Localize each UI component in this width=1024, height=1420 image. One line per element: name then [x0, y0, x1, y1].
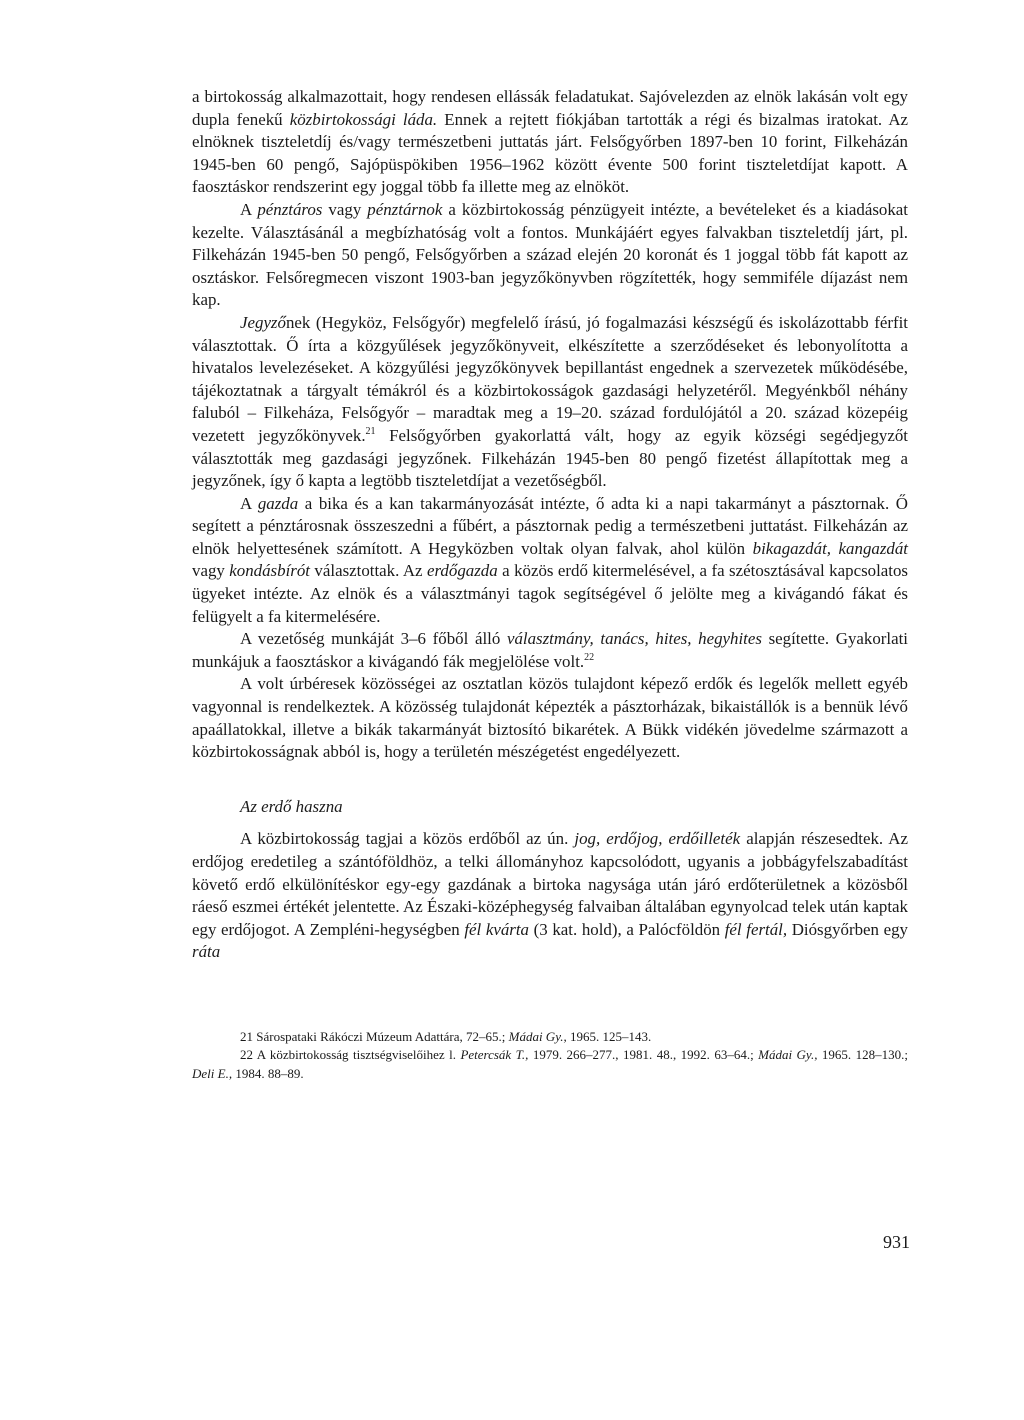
- paragraph: [192, 312, 908, 493]
- text-run: 21 Sárospataki Rákóczi Múzeum Adattára, 72–65.;: [240, 1028, 509, 1044]
- italic-term: választmány, tanács, hites, hegyhites: [506, 629, 762, 649]
- italic-term: kondásbírót: [229, 561, 310, 581]
- text-run: 1979. 266–277., 1981. 48., 1992. 63–64.;: [528, 1047, 759, 1063]
- text-run: a bika és a kan takarmányozását intézte, ő adta ki a napi takarmányt a pásztornak. Ő segített a pénztárosnak összeszedni a fűbért, a pásztornak pedig a természetbeni juttatást. Filkeházán az elnök helyettesének számított. A Hegyközben voltak olyan falvak, ahol külön: [192, 493, 908, 558]
- text-run: A: [240, 493, 258, 513]
- footnote: [192, 1028, 908, 1047]
- italic-term: közbirtokossági láda.: [289, 109, 438, 129]
- italic-term: fél fertál,: [724, 919, 788, 939]
- text-run: választottak. Az: [309, 561, 427, 581]
- italic-term: bikagazdát, kangazdát: [752, 538, 908, 558]
- text-run: Diósgyőrben egy: [787, 919, 908, 939]
- italic-term: fél kvárta: [464, 919, 529, 939]
- text-run: A volt úrbéresek közösségei az osztatlan közös tulajdont képező erdők és legelők mellett egyéb vagyonnal is rendelkeztek. A közösség tulajdonát képezték a pásztorházak, bikaistállók is a bennük lévő apaállatokkal, illetve a bikák takarmányát biztosító bikarétek. A Bükk vidékén jövedelme származott a közbirtokosságnak abból is, hogy a területén mészégetést engedélyezett.: [192, 674, 908, 762]
- italic-term: ráta: [192, 942, 221, 962]
- page: [192, 86, 908, 1083]
- italic-term: erdőgazda: [426, 561, 498, 581]
- text-run: 1965. 125–143.: [566, 1028, 652, 1044]
- section-heading: Az erdő haszna: [240, 796, 343, 816]
- italic-term: Deli E.,: [192, 1065, 233, 1081]
- text-run: nek (Hegyköz, Felsőgyőr) megfelelő írású, jó fogalmazási készségű és iskolázottabb férfit választottak. Ő írta a közgyűlések jegyzőkönyveit, elkészítette a szerződéseket és lebonyolította a hivatalos levelezéseket. A közgyűlési jegyzőkönyvek bepillantást engednek a szervezetek működésébe, tájékoztatnak a tárgyalt témákról és a közbirtokosságok gazdasági helyzetéről. Megyénkből néhány faluból – Filkeháza, Felsőgyőr – maradtak meg a 19–20. század fordulójától a 20. század közepéig vezetett jegyzőkönyvek.: [192, 312, 908, 445]
- italic-term: gazda: [257, 493, 299, 513]
- text-run: A közbirtokosság tagjai a közös erdőből az ún.: [240, 829, 575, 849]
- body-text: [192, 86, 908, 764]
- italic-term: Jegyző: [240, 312, 286, 332]
- text-run: Felsőgyőrben gyakorlattá vált, hogy az egyik községi segédjegyzőt választották meg gazdasági jegyzőnek. Filkeházán 1945-ben 80 pengő fizetést állapítottak meg a jegyzőnek, így ő kapta a legtöbb tiszteletdíjat a vezetőségből.: [192, 425, 908, 491]
- text-run: Ennek a rejtett fiókjában tartották a régi és bizalmas iratokat. Az elnöknek tiszteletdíj és/vagy természetbeni juttatás járt. Felsőgyőrben 1897-ben 10 forint, Filkeházán 1945-ben 60 pengő, Sajópüspökiben 1956–1962 között évente 500 forint tiszteletdíjat kapott. A faosztáskor rendszerint egy joggal több fa illette meg az elnököt.: [192, 109, 909, 197]
- text-run: alapján részesedtek. Az erdőjog eredetileg a szántóföldhöz, a telki állományhoz kapcsolódott, ugyanis a jobbágyfelszabadítást követő erdő elkülönítéskor egy-egy gazdának a birtoka nagysága után járó erdőterületnek a közösből ráeső eszmei értékét jelentette. Az Északi-középhegység falvaiban általában egynyolcad telek után kaptak egy erdőjogot. A Zempléni-hegységben: [192, 829, 908, 939]
- page-number: 931: [883, 1232, 910, 1252]
- text-run: (3 kat. hold), a Palócföldön: [528, 919, 725, 939]
- text-run: a közbirtokosság pénzügyeit intézte, a bevételeket és a kiadásokat kezelte. Választásánál a megbízhatóság volt a fontos. Munkájáért egyes falvakban tiszteletdíj járt, pl. Filkeházán 1945-ben 50 pengő, Felsőgyőrben a század elején 20 koronát és 1 joggal több fát kapott az osztáskor. Felsőregmecen viszont 1903-ban jegyzőkönyvben rögzítették, hogy semmiféle díjazást nem kap.: [192, 199, 908, 310]
- paragraph: [192, 628, 908, 673]
- text-run: a birtokosság alkalmazottait, hogy rendesen ellássák feladatukat. Sajóvelezden az elnök lakásán volt egy dupla fenekű: [192, 87, 908, 129]
- footnote-ref: 21: [365, 425, 376, 437]
- footnote: [192, 1046, 908, 1083]
- text-run: 1984. 88–89.: [232, 1065, 304, 1081]
- footnotes: [192, 1028, 908, 1084]
- paragraph: [192, 493, 908, 629]
- text-run: 1965. 128–130.;: [817, 1047, 908, 1063]
- text-run: 22 A közbirtokosság tisztségviselőihez l.: [240, 1047, 461, 1063]
- italic-term: Petercsák T.,: [460, 1047, 529, 1063]
- paragraph: [192, 673, 908, 763]
- text-run: a közös erdő kitermelésével, a fa szétosztásával kapcsolatos ügyeket intézte. Az elnök és a választmányi tagok segítségével ő jelölte meg a kivágandó fákat és felügyelt a fa kitermelésére.: [192, 561, 908, 626]
- paragraph: [192, 86, 908, 199]
- text-run: segítette. Gyakorlati munkájuk a faosztáskor a kivágandó fák megjelölése volt.: [192, 629, 908, 671]
- text-run: A vezetőség munkáját 3–6 főből álló: [240, 629, 507, 649]
- italic-term: pénztárnok: [367, 199, 443, 219]
- body-text-continued: [192, 828, 908, 964]
- text-run: vagy: [192, 561, 230, 581]
- text-run: vagy: [322, 199, 368, 219]
- footnote-ref: 22: [584, 651, 595, 663]
- italic-term: pénztáros: [257, 199, 323, 219]
- italic-term: Mádai Gy.,: [758, 1047, 818, 1063]
- italic-term: jog, erdőjog, erdőilleték: [574, 829, 741, 849]
- paragraph: [192, 199, 908, 312]
- italic-term: Mádai Gy.,: [508, 1028, 567, 1044]
- text-run: A: [240, 199, 258, 219]
- paragraph: [192, 828, 908, 964]
